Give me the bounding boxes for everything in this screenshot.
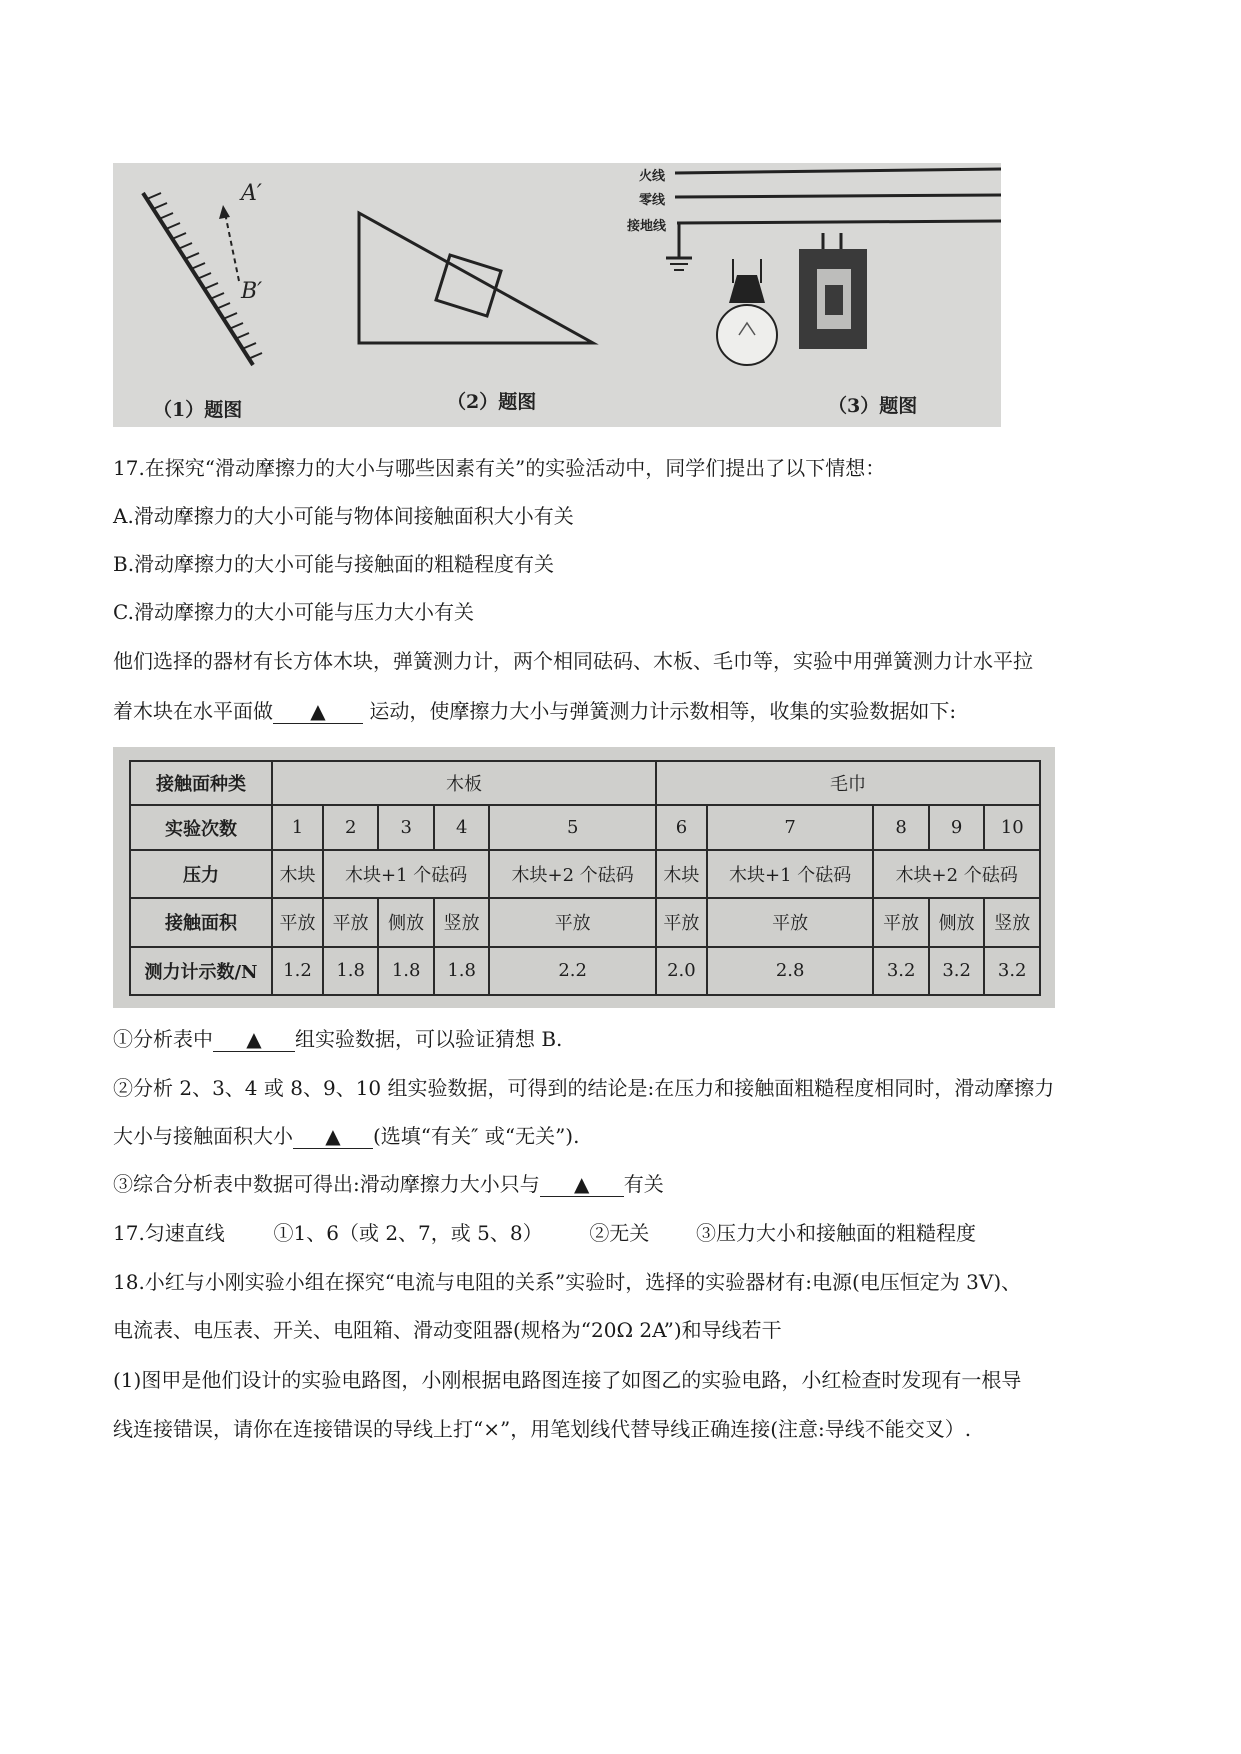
mirror-hatching [147, 193, 262, 359]
answer-3: ②无关 [589, 1221, 650, 1245]
point-a-label: A′ [241, 181, 262, 206]
dashed-arrow-line [225, 213, 239, 281]
surface-towel-cell: 毛巾 [656, 761, 1040, 805]
area-cell: 平放 [707, 898, 874, 946]
incline-triangle [359, 213, 593, 343]
reading-cell: 2.0 [656, 947, 707, 995]
answer-blank-factors[interactable]: ▲ [540, 1172, 624, 1197]
area-cell: 平放 [873, 898, 929, 946]
answer-blank-motion[interactable]: ▲ [273, 699, 363, 724]
row-label-pressure: 压力 [130, 850, 272, 898]
figure-1-label: （1）题图 [153, 399, 243, 421]
trial-cell: 8 [873, 805, 929, 849]
row-label-area: 接触面积 [130, 898, 272, 946]
q17-sub3 [113, 1172, 664, 1197]
wire-label-live: 火线 [639, 169, 666, 184]
area-cell: 竖放 [984, 898, 1040, 946]
q18-line3: (1)图甲是他们设计的实验电路图，小刚根据电路图连接了如图乙的实验电路，小红检查时发现有一根导 [113, 1368, 1022, 1392]
area-cell: 侧放 [378, 898, 434, 946]
point-b-label: B′ [241, 279, 263, 304]
pressure-cell: 木块+1 个砝码 [323, 850, 490, 898]
q18-line2: 电流表、电压表、开关、电阻箱、滑动变阻器(规格为“20Ω 2A”)和导线若干 [113, 1318, 782, 1342]
wire-label-ground: 接地线 [627, 219, 667, 234]
pressure-cell: 木块+2 个砝码 [489, 850, 656, 898]
figure-3-label: （3）题图 [828, 395, 918, 417]
light-bulb-icon [717, 305, 777, 365]
q17-sub2-end: (选填“有关″ 或“无关”). [373, 1124, 580, 1148]
surface-wood-cell: 木板 [272, 761, 656, 805]
q17-paragraph-line2 [113, 699, 956, 724]
row-label-surface: 接触面种类 [130, 761, 272, 805]
q17-sub1 [113, 1027, 562, 1052]
q17-sub2-start: 大小与接触面积大小 [113, 1124, 293, 1148]
q17-sub2-line2 [113, 1124, 579, 1149]
trial-cell: 10 [984, 805, 1040, 849]
trial-cell: 7 [707, 805, 874, 849]
area-cell: 侧放 [929, 898, 985, 946]
neutral-wire [675, 195, 1001, 197]
trial-cell: 4 [434, 805, 490, 849]
answer-1: 17.匀速直线 [113, 1221, 225, 1245]
figure-strip [113, 163, 1001, 427]
reading-cell: 3.2 [984, 947, 1040, 995]
q17-sub3-start: ③综合分析表中数据可得出:滑动摩擦力大小只与 [113, 1172, 540, 1196]
figure-2-label: （2）题图 [447, 391, 537, 413]
answer-2: ①1、6（或 2、7，或 5、8） [273, 1221, 543, 1245]
area-cell: 平放 [489, 898, 656, 946]
trial-cell: 5 [489, 805, 656, 849]
row-label-reading: 测力计示数/N [130, 947, 272, 995]
pressure-cell: 木块 [656, 850, 707, 898]
bulb-socket-icon [729, 275, 765, 303]
q17-sub3-end: 有关 [623, 1172, 664, 1196]
q17-sub1-end: 组实验数据，可以验证猜想 B. [295, 1027, 563, 1051]
q17-paragraph-line1: 他们选择的器材有长方体木块，弹簧测力计，两个相同砝码、木板、毛巾等，实验中用弹簧测力计水平拉 [113, 649, 1033, 673]
q18-line4: 线连接错误，请你在连接错误的导线上打“×”，用笔划线代替导线正确连接(注意:导线不能交叉）. [113, 1417, 972, 1441]
reading-cell: 3.2 [873, 947, 929, 995]
area-cell: 平放 [272, 898, 323, 946]
q18-line1: 18.小红与小刚实验小组在探究“电流与电阻的关系”实验时，选择的实验器材有:电源(电压恒定为 3V)、 [113, 1270, 1022, 1294]
answer-blank-groups[interactable]: ▲ [213, 1027, 295, 1052]
area-cell: 平放 [656, 898, 707, 946]
reading-cell: 1.8 [434, 947, 490, 995]
reading-cell: 1.8 [378, 947, 434, 995]
answer-blank-relation[interactable]: ▲ [293, 1124, 373, 1149]
live-wire [675, 169, 1001, 173]
trial-cell: 9 [929, 805, 985, 849]
q17-answers [113, 1221, 976, 1245]
ground-wire [677, 221, 1001, 223]
q17-sub2-line1: ②分析 2、3、4 或 8、9、10 组实验数据，可得到的结论是:在压力和接触面粗糙程度相同时，滑动摩擦力 [113, 1076, 1055, 1100]
reading-cell: 1.8 [323, 947, 379, 995]
q17-intro: 17.在探究“滑动摩擦力的大小与哪些因素有关”的实验活动中，同学们提出了以下情想： [113, 456, 886, 480]
arrow-head-icon [219, 205, 230, 219]
area-cell: 平放 [323, 898, 379, 946]
q17-paragraph-line2-end: 运动，使摩擦力大小与弹簧测力计示数相等，收集的实验数据如下: [369, 699, 957, 723]
reading-cell: 2.8 [707, 947, 874, 995]
row-label-trial: 实验次数 [130, 805, 272, 849]
trial-cell: 6 [656, 805, 707, 849]
reading-cell: 1.2 [272, 947, 323, 995]
answer-4: ③压力大小和接触面的粗糙程度 [696, 1221, 977, 1245]
reading-cell: 2.2 [489, 947, 656, 995]
area-cell: 竖放 [434, 898, 490, 946]
q17-guess-c: C.滑动摩擦力的大小可能与压力大小有关 [113, 600, 474, 624]
data-table [129, 760, 1041, 996]
q17-paragraph-line2-start: 着木块在水平面做 [113, 699, 273, 723]
wire-label-neutral: 零线 [639, 193, 666, 208]
q17-sub1-start: ①分析表中 [113, 1027, 213, 1051]
trial-cell: 1 [272, 805, 323, 849]
trial-cell: 2 [323, 805, 379, 849]
reading-cell: 3.2 [929, 947, 985, 995]
q17-guess-b: B.滑动摩擦力的大小可能与接触面的粗糙程度有关 [113, 552, 555, 576]
pressure-cell: 木块+1 个砝码 [707, 850, 874, 898]
data-table-photo [113, 747, 1055, 1008]
q17-guess-a: A.滑动摩擦力的大小可能与物体间接触面积大小有关 [113, 504, 574, 528]
trial-cell: 3 [378, 805, 434, 849]
pressure-cell: 木块+2 个砝码 [873, 850, 1040, 898]
pressure-cell: 木块 [272, 850, 323, 898]
